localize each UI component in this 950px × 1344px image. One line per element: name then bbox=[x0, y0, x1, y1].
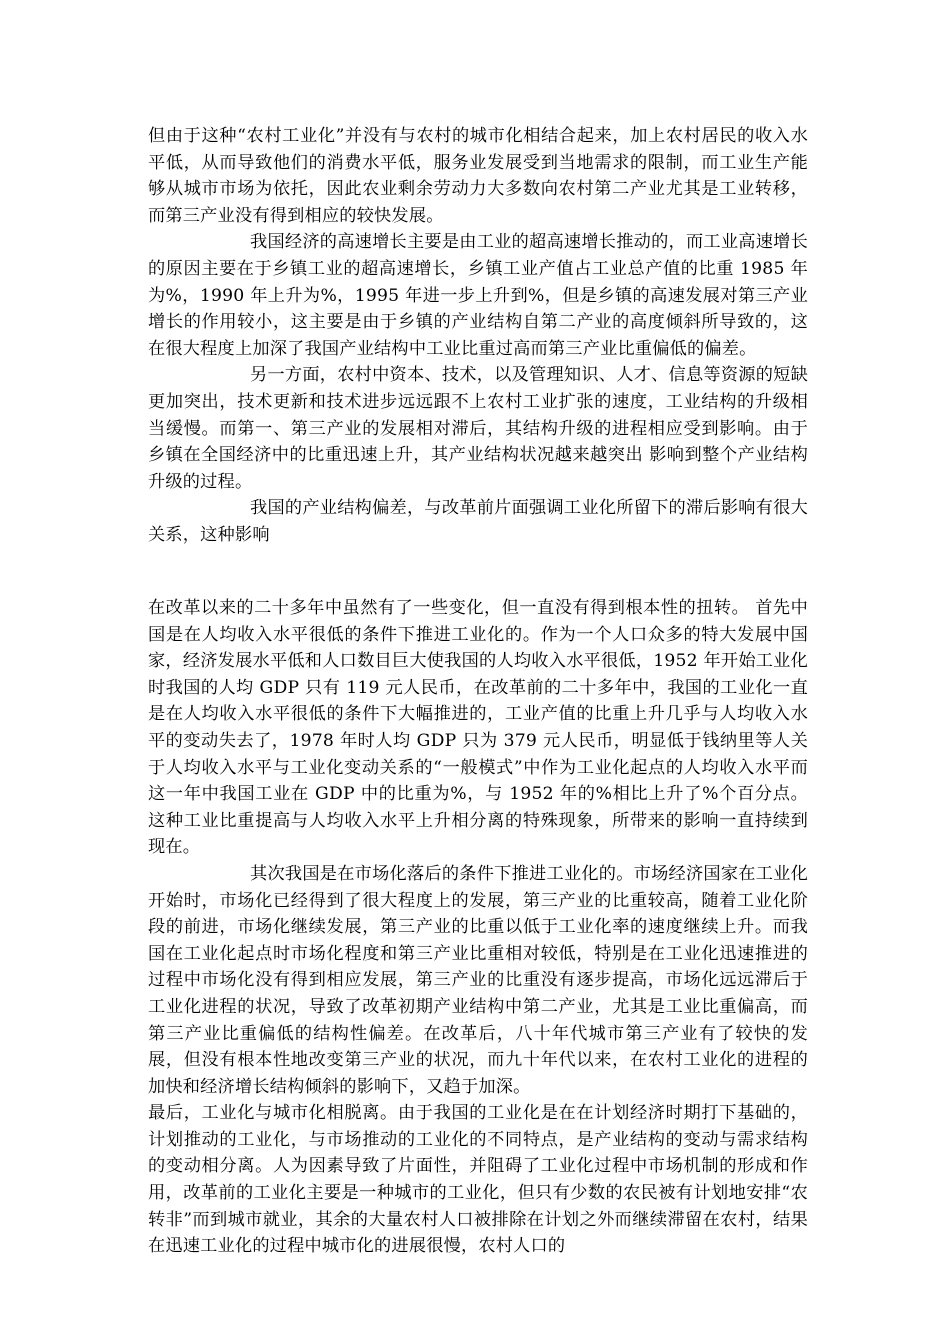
paragraph: 在改革以来的二十多年中虽然有了一些变化，但一直没有得到根本性的扭转。 首先中国是在人均收入水平很低的条件下推进工业化的。作为一个人口众多的特大发展中国家，经济发展水平低和人口数目巨大使我国的人均收入水平很低，1952 年开始工业化时我国的人均 GDP 只有 119 元人民币，在改革前的二十多年中，我国的工业化一直是在人均收入水平很低的条件下大幅推进的，工业产值的比重上升几乎与人均收入水平的变动失去了，1978 年时人均 GDP 只为 379 元人民币，明显低于钱纳里等人关于人均收入水平与工业化变动关系的“一般模式”中作为工业化起点的人均收入水平而这一年中我国工业在 GDP 中的比重为%，与 1952 年的%相比上升了%个百分点。这种工业比重提高与人均收入水平上升相分离的特殊现象，所带来的影响一直持续到现在。 bbox=[148, 598, 808, 858]
text-block-1 bbox=[148, 123, 808, 549]
paragraph: 我国经济的高速增长主要是由工业的超高速增长推动的，而工业高速增长的原因主要在于乡镇工业的超高速增长，乡镇工业产值占工业总产值的比重 1985 年为%，1990 年上升为%，1995 年进一步上升到%，但是乡镇的高速发展对第三产业增长的作用较小，这主要是由于乡镇的产业结构自第二产业的高度倾斜所导致的，这在很大程度上加深了我国产业结构中工业比重过高而第三产业比重偏低的偏差。 bbox=[148, 232, 808, 359]
paragraph: 另一方面，农村中资本、技术，以及管理知识、人才、信息等资源的短缺更加突出，技术更新和技术进步远远跟不上农村工业扩张的速度，工业结构的升级相当缓慢。而第一、第三产业的发展相对滞后，其结构升级的进程相应受到影响。由于乡镇在全国经济中的比重迅速上升，其产业结构状况越来越突出 影响到整个产业结构升级的过程。 bbox=[148, 365, 808, 492]
paragraph: 我国的产业结构偏差，与改革前片面强调工业化所留下的滞后影响有很大关系，这种影响 bbox=[148, 498, 808, 545]
paragraph: 最后，工业化与城市化相脱离。由于我国的工业化是在在计划经济时期打下基础的，计划推动的工业化，与市场推动的工业化的不同特点，是产业结构的变动与需求结构的变动相分离。人为因素导致了片面性，并阻碍了工业化过程中市场机制的形成和作用，改革前的工业化主要是一种城市的工业化，但只有少数的农民被有计划地安排“农转非”而到城市就业，其余的大量农村人口被排除在计划之外而继续滞留在农村，结果在迅速工业化的过程中城市化的进展很慢，农村人口的 bbox=[148, 1103, 808, 1257]
paragraph: 但由于这种“农村工业化”并没有与农村的城市化相结合起来，加上农村居民的收入水平低，从而导致他们的消费水平低，服务业发展受到当地需求的限制，而工业生产能够从城市市场为依托，因此农业剩余劳动力大多数向农村第二产业尤其是工业转移，而第三产业没有得到相应的较快发展。 bbox=[148, 126, 808, 226]
paragraph: 其次我国是在市场化落后的条件下推进工业化的。市场经济国家在工业化开始时，市场化已经得到了很大程度上的发展，第三产业的比重较高，随着工业化阶段的前进，市场化继续发展，第三产业的比重以低于工业化率的速度继续上升。而我国在工业化起点时市场化程度和第三产业比重相对较低，特别是在工业化迅速推进的过程中市场化没有得到相应发展，第三产业的比重没有逐步提高，市场化远远滞后于工业化进程的状况，导致了改革初期产业结构中第二产业，尤其是工业比重偏高，而第三产业比重偏低的结构性偏差。在改革后，八十年代城市第三产业有了较快的发展，但没有根本性地改变第三产业的状况，而九十年代以来，在农村工业化的进程的加快和经济增长结构倾斜的影响下，又趋于加深。 bbox=[148, 863, 808, 1097]
text-block-2 bbox=[148, 595, 808, 1260]
